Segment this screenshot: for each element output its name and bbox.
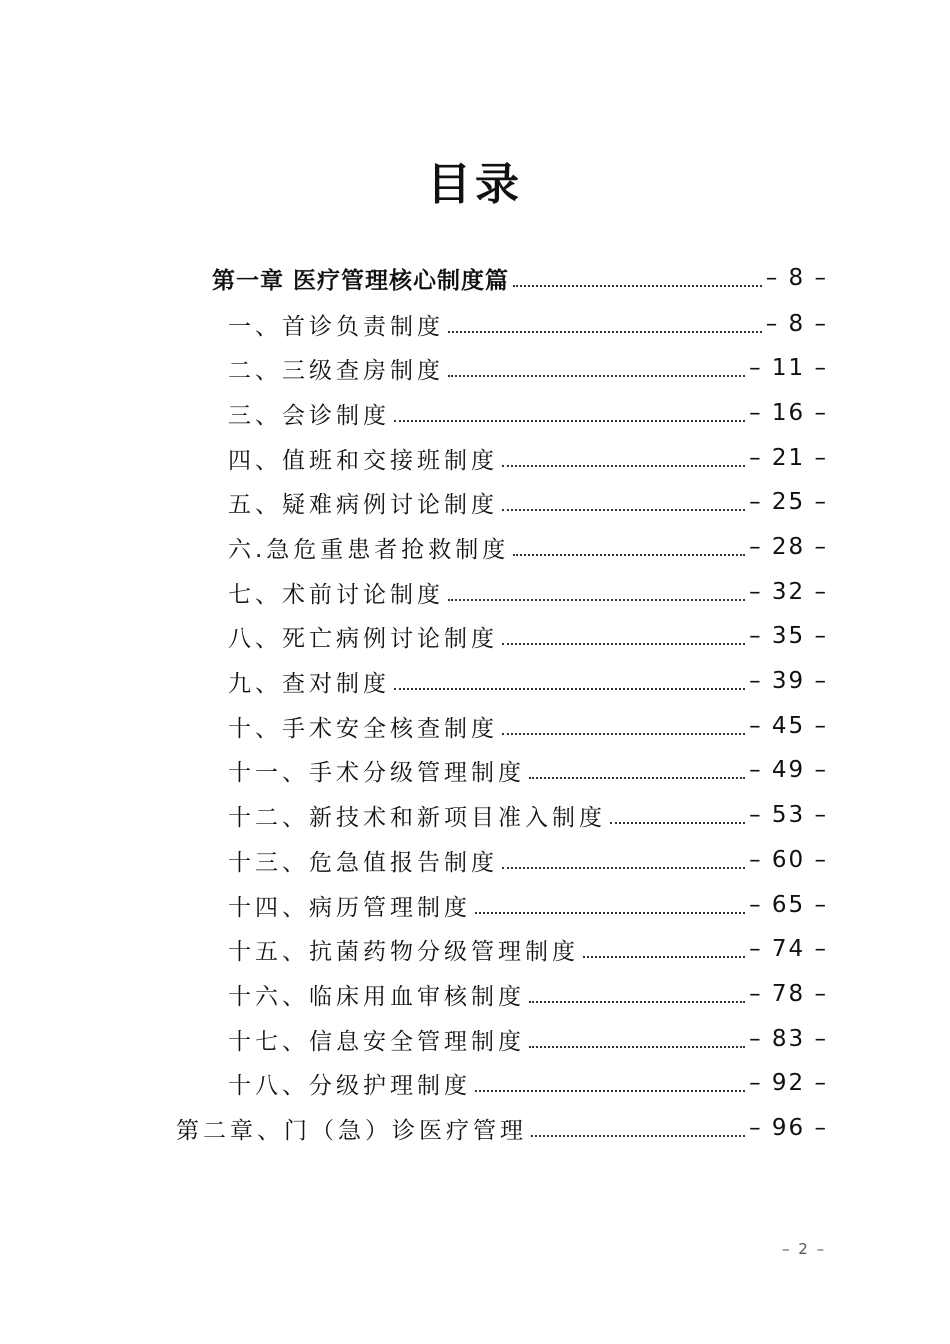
- dot-leader: [502, 643, 745, 645]
- toc-entry-label: 六.急危重患者抢救制度: [228, 536, 510, 563]
- toc-entry-label: 十七、信息安全管理制度: [228, 1028, 525, 1055]
- toc-entry[interactable]: [228, 929, 828, 969]
- toc-entry-label: 十四、病历管理制度: [228, 894, 471, 921]
- toc-entry-page: – 28 –: [749, 534, 828, 560]
- toc-entry-label: 二、三级查房制度: [228, 357, 444, 384]
- toc-entry-label: 第二章、门（急）诊医疗管理: [176, 1117, 527, 1144]
- toc-entry-label: 十五、抗菌药物分级管理制度: [228, 938, 579, 965]
- toc-entry-label: 五、疑难病例讨论制度: [228, 491, 498, 518]
- dot-leader: [502, 509, 745, 511]
- toc-entry-page: – 32 –: [749, 579, 828, 605]
- page-title: 目录: [427, 159, 523, 210]
- dot-leader: [502, 733, 745, 735]
- dot-leader: [448, 599, 745, 601]
- toc-entry[interactable]: [228, 1063, 828, 1103]
- toc-entry-page: – 45 –: [749, 713, 828, 739]
- toc-entry-page: – 16 –: [749, 400, 828, 426]
- dot-leader: [529, 1046, 745, 1048]
- toc-entry-label: 十六、临床用血审核制度: [228, 983, 525, 1010]
- toc-entry-page: – 11 –: [749, 355, 828, 381]
- toc-entry[interactable]: [228, 482, 828, 522]
- page-number: – 2 –: [782, 1240, 827, 1258]
- toc-entry[interactable]: [228, 1019, 828, 1059]
- toc-entry-page: – 78 –: [749, 981, 828, 1007]
- toc-entry-page: – 96 –: [749, 1115, 828, 1141]
- toc-entry[interactable]: [228, 304, 828, 344]
- toc-entry[interactable]: [228, 750, 828, 790]
- toc-entry-label: 第一章 医疗管理核心制度篇: [212, 267, 510, 294]
- dot-leader: [583, 956, 745, 958]
- toc-entry-page: – 35 –: [749, 623, 828, 649]
- toc-entry[interactable]: [228, 616, 828, 656]
- toc-entry-label: 九、查对制度: [228, 670, 390, 697]
- toc-entry[interactable]: [228, 974, 828, 1014]
- toc-entry-page: – 83 –: [749, 1026, 828, 1052]
- toc-entry-label: 一、首诊负责制度: [228, 313, 444, 340]
- toc-entry[interactable]: [228, 706, 828, 746]
- toc-entry[interactable]: [228, 661, 828, 701]
- toc-entry-label: 十一、手术分级管理制度: [228, 759, 525, 786]
- toc-entry-page: – 8 –: [765, 265, 828, 291]
- toc-entry[interactable]: [228, 348, 828, 388]
- dot-leader: [475, 912, 745, 914]
- toc-entry-page: – 25 –: [749, 489, 828, 515]
- dot-leader: [448, 331, 762, 333]
- dot-leader: [475, 1090, 745, 1092]
- dot-leader: [448, 375, 745, 377]
- toc-entry-page: – 92 –: [749, 1070, 828, 1096]
- dot-leader: [513, 554, 745, 556]
- toc-entry-label: 十八、分级护理制度: [228, 1072, 471, 1099]
- dot-leader: [610, 822, 745, 824]
- toc-entry-page: – 39 –: [749, 668, 828, 694]
- dot-leader: [394, 420, 745, 422]
- toc-entry[interactable]: [228, 795, 828, 835]
- dot-leader: [502, 465, 745, 467]
- dot-leader: [531, 1135, 745, 1137]
- toc-entry-page: – 60 –: [749, 847, 828, 873]
- dot-leader: [502, 867, 745, 869]
- toc-entry[interactable]: [228, 438, 828, 478]
- toc-entry[interactable]: [228, 527, 828, 567]
- toc-entry-label: 十三、危急值报告制度: [228, 849, 498, 876]
- dot-leader: [529, 1001, 745, 1003]
- toc-entry-label: 七、术前讨论制度: [228, 581, 444, 608]
- toc-entry-page: – 53 –: [749, 802, 828, 828]
- toc-entry-label: 十二、新技术和新项目准入制度: [228, 804, 606, 831]
- toc-entry-label: 四、值班和交接班制度: [228, 447, 498, 474]
- toc-entry-page: – 74 –: [749, 936, 828, 962]
- toc-entry-chapter-1[interactable]: [212, 258, 828, 298]
- toc-entry-page: – 65 –: [749, 892, 828, 918]
- toc-entry-label: 八、死亡病例讨论制度: [228, 625, 498, 652]
- toc-entry-page: – 21 –: [749, 445, 828, 471]
- toc-entry[interactable]: [228, 572, 828, 612]
- toc-entry[interactable]: [228, 393, 828, 433]
- dot-leader: [529, 777, 745, 779]
- toc-entry-chapter-2[interactable]: [176, 1108, 828, 1148]
- toc-entry-page: – 8 –: [765, 311, 828, 337]
- toc-entry[interactable]: [228, 840, 828, 880]
- dot-leader: [394, 688, 745, 690]
- toc-entry-label: 三、会诊制度: [228, 402, 390, 429]
- toc-entry-page: – 49 –: [749, 757, 828, 783]
- toc-entry[interactable]: [228, 885, 828, 925]
- dot-leader: [513, 285, 762, 287]
- toc-entry-label: 十、手术安全核查制度: [228, 715, 498, 742]
